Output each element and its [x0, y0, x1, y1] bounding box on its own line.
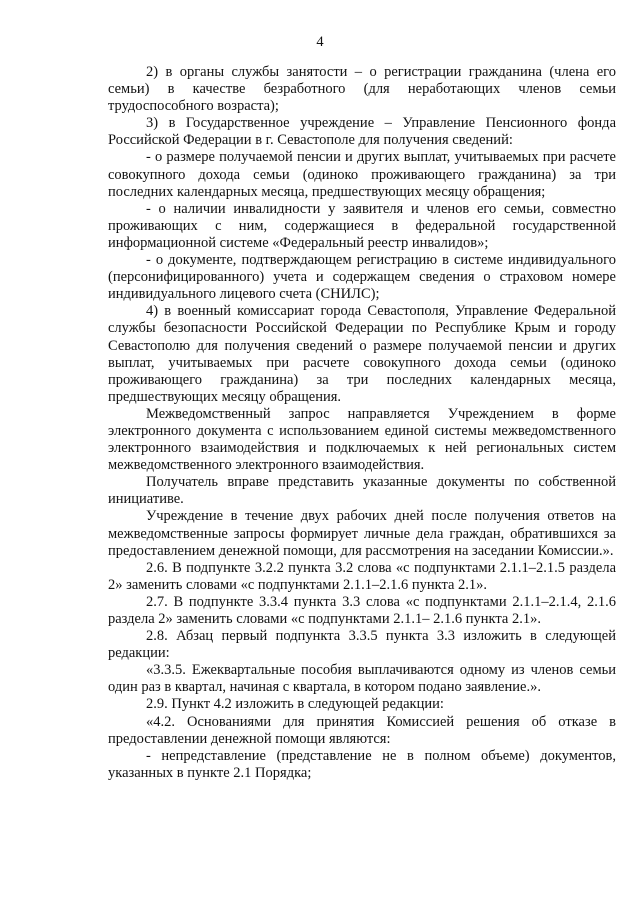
page-number: 4 [316, 34, 324, 50]
paragraph-item-2-8: 2.8. Абзац первый подпункта 3.3.5 пункта 3.3 изложить в следующей редакции: [108, 628, 616, 662]
paragraph-item-2-9: 2.9. Пункт 4.2 изложить в следующей редакции: [146, 696, 444, 713]
paragraph-military-commissariat: 4) в военный комиссариат города Севастополя, Управление Федеральной службы безопасности Российской Федерации по Республике Крым и городу Севастополю для получения сведений о размере получаемой пенсии и других выплат, учитываемых при расчете совокупного дохода семьи (одиноко проживающего гражданина) за три последних календарных месяца, предшествующих месяцу обращения. [108, 303, 616, 405]
paragraph-refusal-grounds: «4.2. Основаниями для принятия Комиссией решения об отказе в предоставлении денежной помощи являются: [108, 713, 616, 747]
paragraph-pension-size: - о размере получаемой пенсии и других выплат, учитываемых при расчете совокупного дохода семьи (одиноко проживающего гражданина) за три последних календарных месяца, предшествующих месяцу обращения; [108, 149, 616, 200]
paragraph-item-2-7: 2.7. В подпункте 3.3.4 пункта 3.3 слова «с подпунктами 2.1.1–2.1.4, 2.1.6 раздела 2» заменить словами «с подпунктами 2.1.1– 2.1.6 пункта 2.1». [108, 593, 616, 627]
paragraph-pension-fund: 3) в Государственное учреждение – Управление Пенсионного фонда Российской Федерации в г. Севастополе для получения сведений: [108, 115, 616, 149]
paragraph-quarterly-allowance: «3.3.5. Ежеквартальные пособия выплачиваются одному из членов семьи один раз в квартал, начиная с квартала, в котором подано заявление.». [108, 662, 616, 696]
paragraph-non-submission: - непредставление (представление не в полном объеме) документов, указанных в пункте 2.1 Порядка; [108, 747, 616, 781]
paragraph-snils: - о документе, подтверждающем регистрацию в системе индивидуального (персонифицированного) учета и содержащем сведения о страховом номере индивидуального лицевого счета (СНИЛС); [108, 252, 616, 303]
paragraph-disability: - о наличии инвалидности у заявителя и членов его семьи, совместно проживающих с ним, содержащиеся в федеральной государственной информационной системе «Федеральный реестр инвалидов»; [108, 200, 616, 251]
paragraph-own-initiative: Получатель вправе представить указанные документы по собственной инициативе. [108, 474, 616, 508]
paragraph-employment-service: 2) в органы службы занятости – о регистрации гражданина (члена его семьи) в качестве безработного (для неработающих членов семьи трудоспособного возраста); [108, 64, 616, 115]
paragraph-interagency-request: Межведомственный запрос направляется Учреждением в форме электронного документа с использованием единой системы межведомственного электронного взаимодействия и подключаемых к ней региональных систем межведомственного электронного взаимодействия. [108, 405, 616, 474]
document-body [108, 64, 616, 782]
paragraph-personal-files: Учреждение в течение двух рабочих дней после получения ответов на межведомственные запросы формирует личные дела граждан, обратившихся за предоставлением денежной помощи, для рассмотрения на заседании Комиссии.». [108, 508, 616, 559]
paragraph-item-2-6: 2.6. В подпункте 3.2.2 пункта 3.2 слова «с подпунктами 2.1.1–2.1.5 раздела 2» заменить словами «с подпунктами 2.1.1–2.1.6 пункта 2.1». [108, 559, 616, 593]
